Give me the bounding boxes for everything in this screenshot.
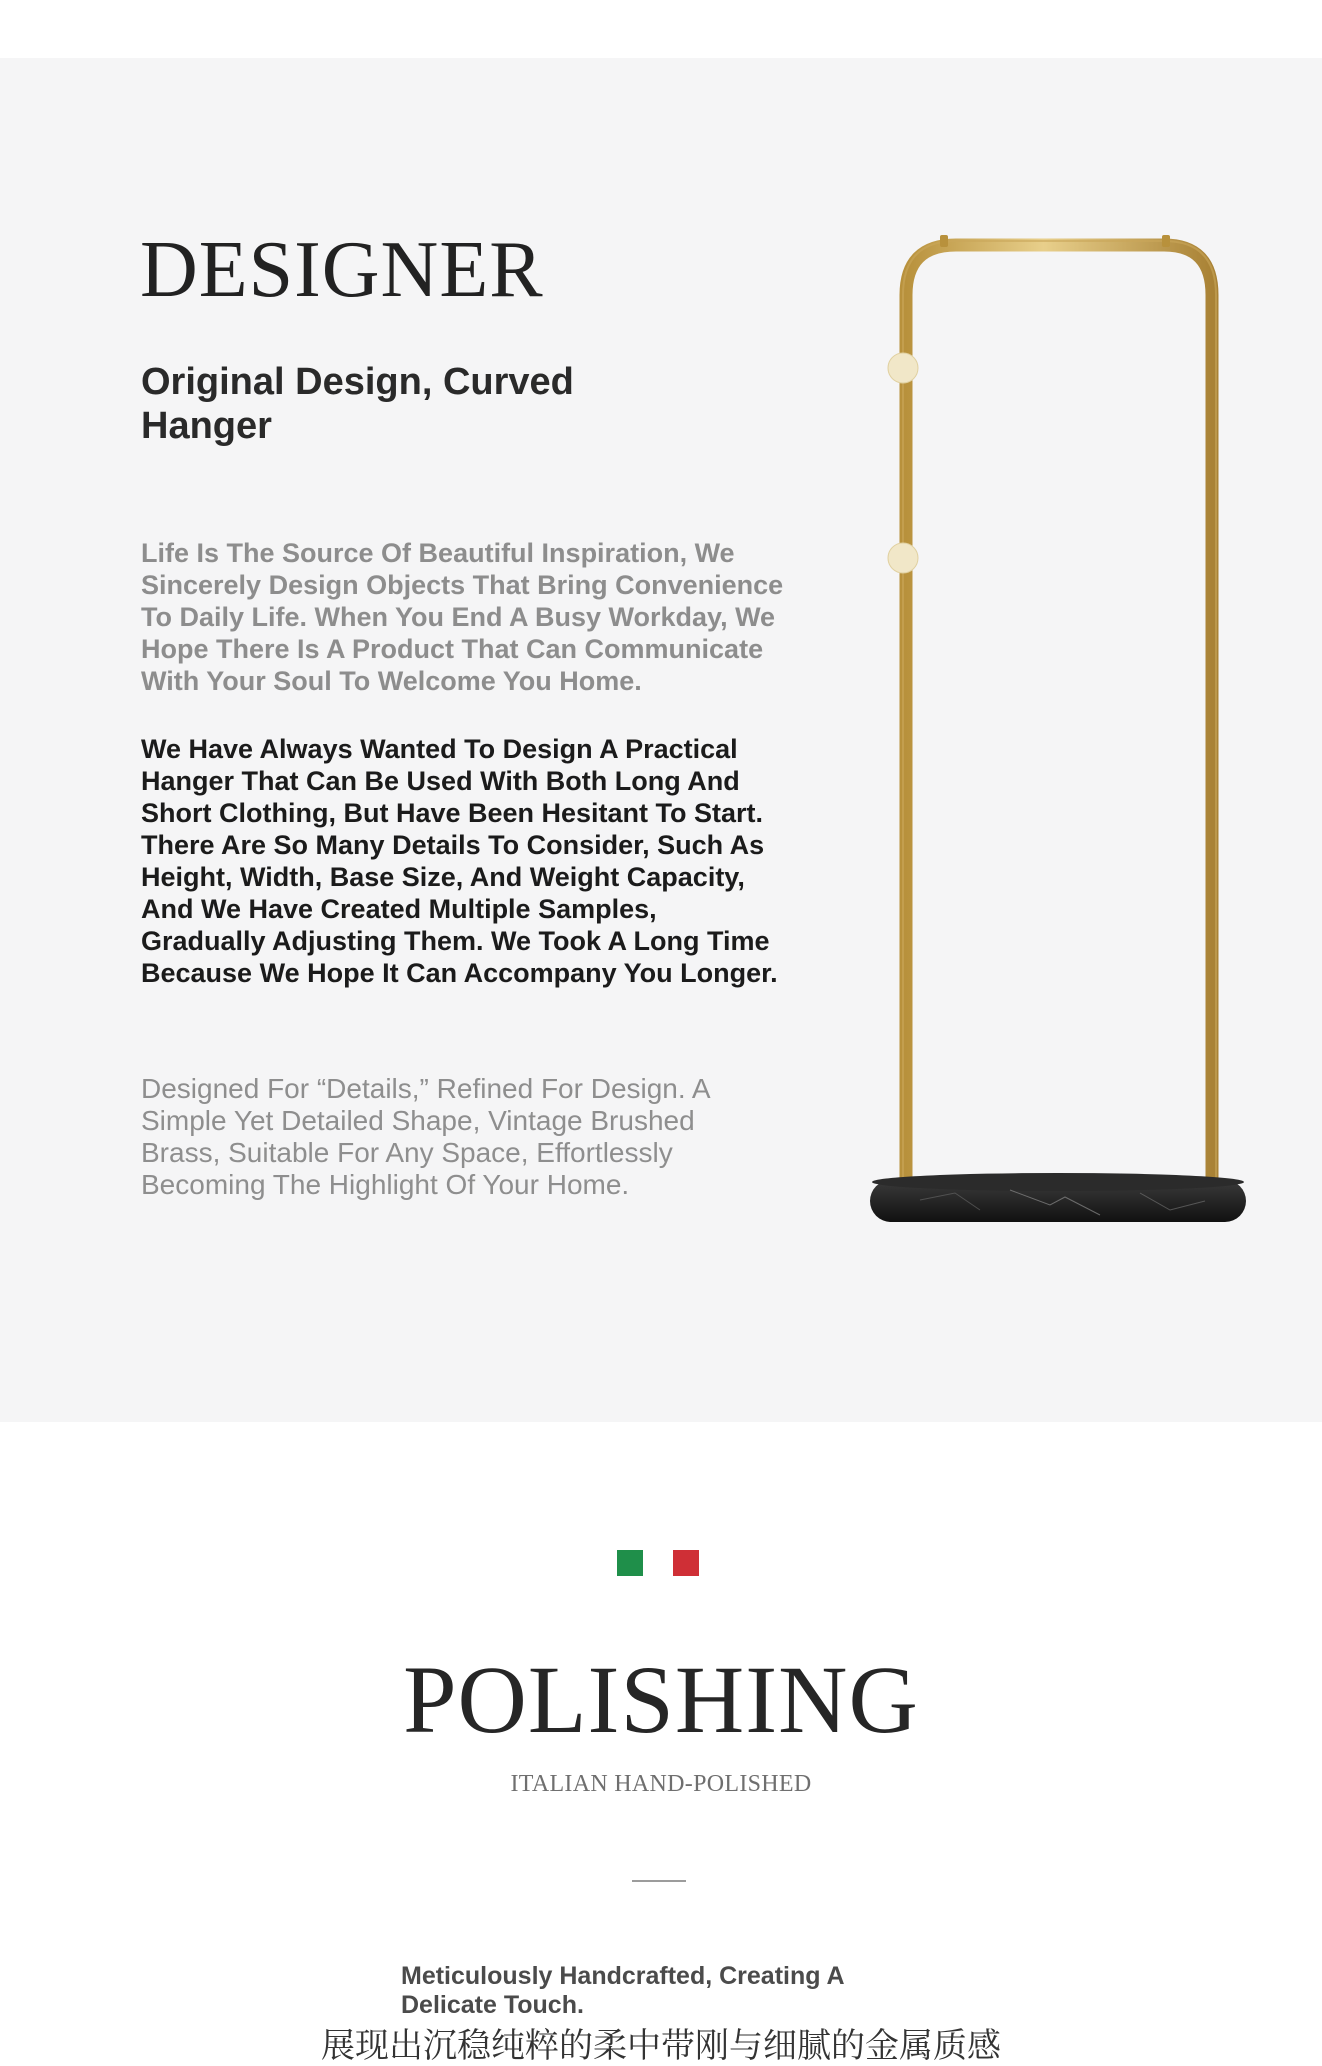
handcrafted-description: Meticulously Handcrafted, Creating A Delicate Touch. — [401, 1962, 844, 2019]
designer-title: DESIGNER — [140, 226, 544, 314]
hook-lower — [888, 543, 918, 573]
hanger-product-image — [860, 225, 1260, 1225]
chinese-caption: 展现出沉稳纯粹的柔中带刚与细腻的金属质感 — [321, 2026, 1001, 2066]
hanger-frame — [906, 245, 1212, 1180]
flag-green-square — [617, 1550, 643, 1576]
section-divider — [632, 1880, 686, 1882]
polishing-title: POLISHING — [403, 1646, 919, 1753]
top-knob-left — [940, 235, 948, 247]
polishing-subtitle: ITALIAN HAND-POLISHED — [510, 1771, 812, 1797]
hook-upper — [888, 353, 918, 383]
marble-base-top — [872, 1173, 1244, 1191]
designer-subtitle: Original Design, Curved Hanger — [141, 361, 574, 447]
details-paragraph: Designed For “Details,” Refined For Design. A Simple Yet Detailed Shape, Vintage Brushed Brass, Suitable For Any Space, Effortlessly Becoming The Highlight Of Your Home. — [141, 1073, 710, 1200]
hanger-frame-highlight — [903, 241, 1216, 1180]
design-story-paragraph: We Have Always Wanted To Design A Practical Hanger That Can Be Used With Both Long And Short Clothing, But Have Been Hesitant To Start. There Are So Many Details To Consider, Such As Height, Width, Base Size, And Weight Capacity, And We Have Created Multiple Samples, Gradually Adjusting Them. We Took A Long Time Because We Hope It Can Accompany You Longer. — [141, 734, 778, 988]
flag-red-square — [673, 1550, 699, 1576]
italian-flag-icon — [617, 1550, 703, 1576]
top-knob-right — [1162, 235, 1170, 247]
inspiration-paragraph: Life Is The Source Of Beautiful Inspiration, We Sincerely Design Objects That Bring Convenience To Daily Life. When You End A Busy Workday, We Hope There Is A Product That Can Communicate With Your Soul To Welcome You Home. — [141, 538, 784, 696]
top-margin — [0, 0, 1322, 58]
